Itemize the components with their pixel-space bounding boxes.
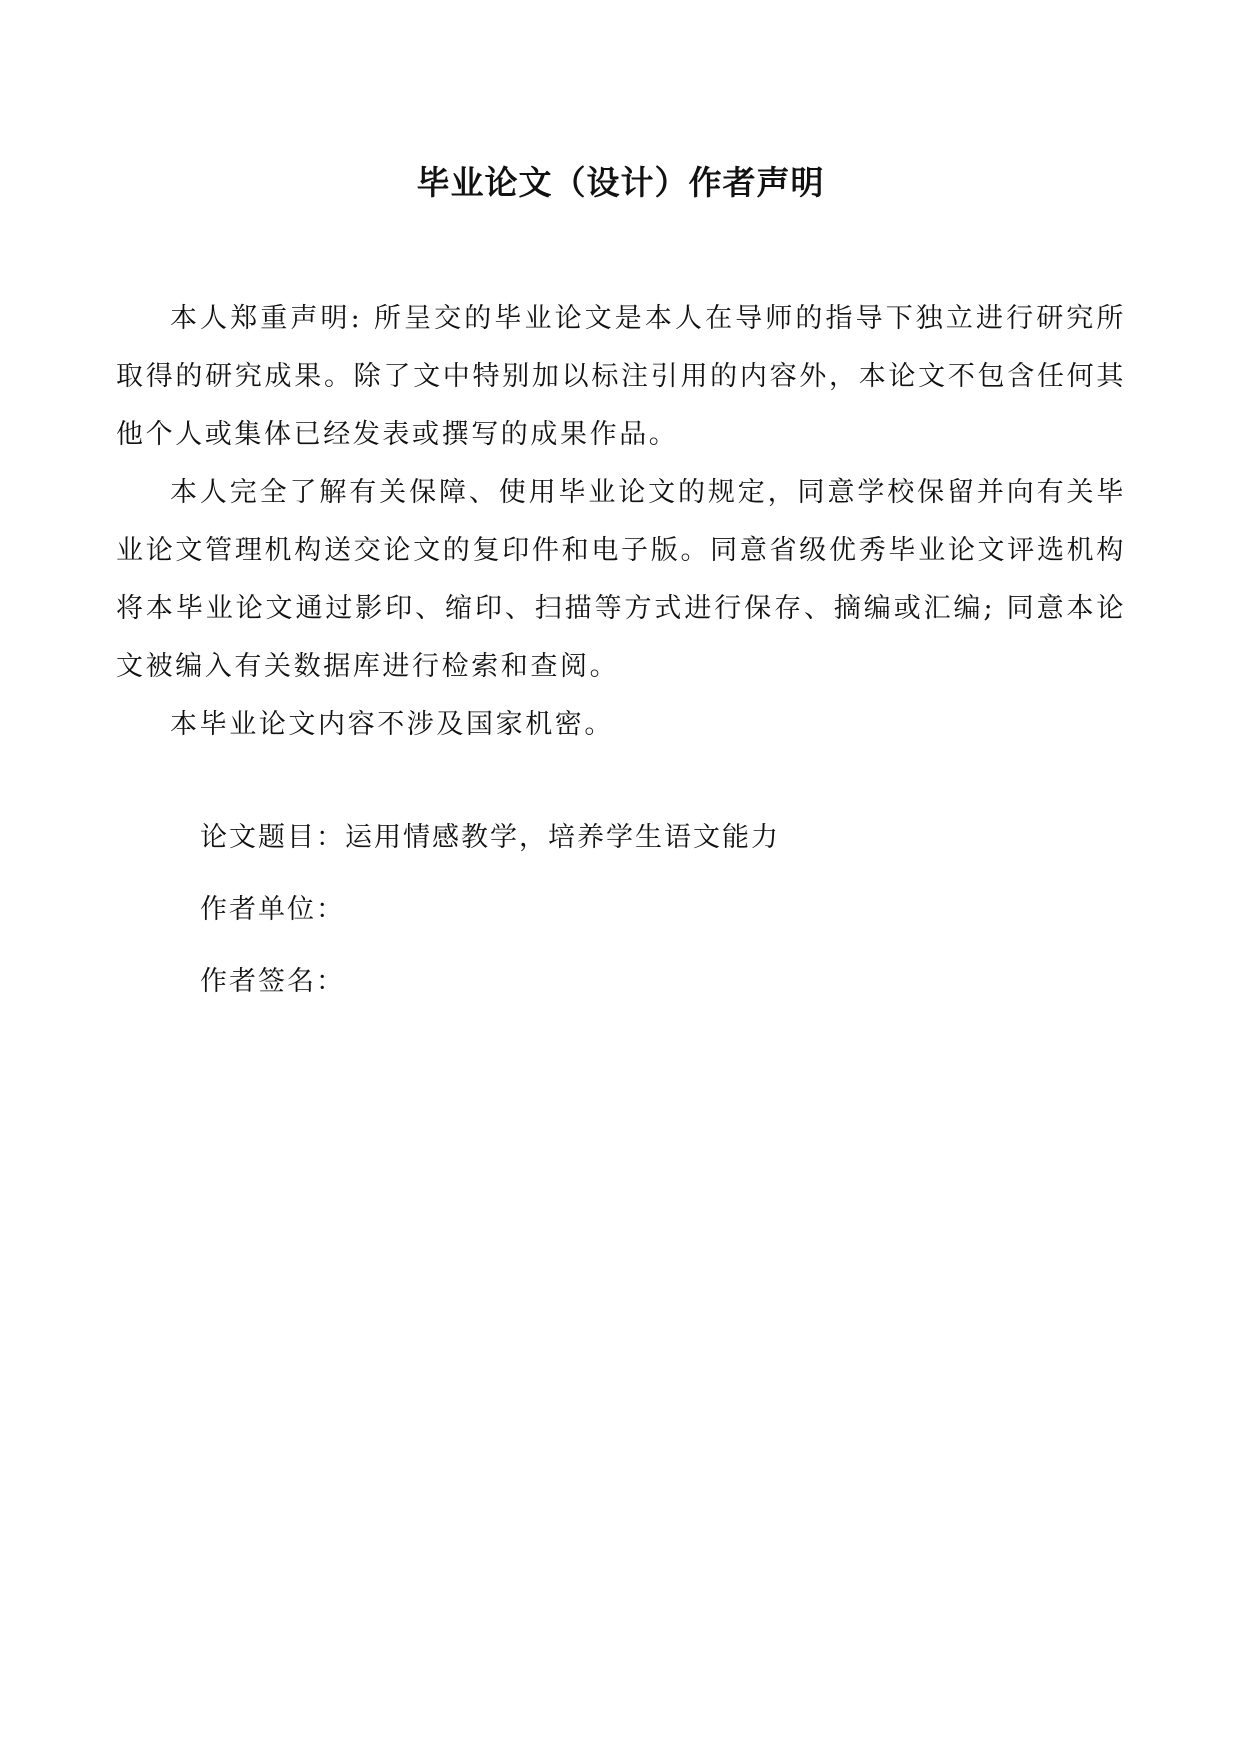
author-signature-label: 作者签名： [200, 966, 345, 997]
declaration-paragraph-3: 本毕业论文内容不涉及国家机密。 [170, 709, 614, 740]
thesis-title-label: 论文题目： [200, 822, 345, 853]
page-title: 毕业论文（设计）作者声明 [416, 163, 825, 202]
thesis-title-row [200, 815, 1100, 887]
declaration-paragraph-2: 本人完全了解有关保障、使用毕业论文的规定，同意学校保留并向有关毕业论文管理机构送交论文的复印件和电子版。同意省级优秀毕业论文评选机构将本毕业论文通过影印、缩印、扫描等方式进行保存、摘编或汇编; 同意本论文被编入有关数据库进行检索和查阅。 [116, 477, 1126, 682]
thesis-title-value: 运用情感教学，培养学生语文能力 [345, 822, 780, 853]
author-info-block [200, 815, 1100, 1031]
author-unit-label: 作者单位： [200, 894, 345, 925]
declaration-body [116, 290, 1126, 754]
author-signature-row [200, 959, 1100, 1031]
author-unit-row [200, 887, 1100, 959]
declaration-paragraph-1: 本人郑重声明: 所呈交的毕业论文是本人在导师的指导下独立进行研究所取得的研究成果。除了文中特别加以标注引用的内容外，本论文不包含任何其他个人或集体已经发表或撰写的成果作品。 [116, 303, 1126, 450]
